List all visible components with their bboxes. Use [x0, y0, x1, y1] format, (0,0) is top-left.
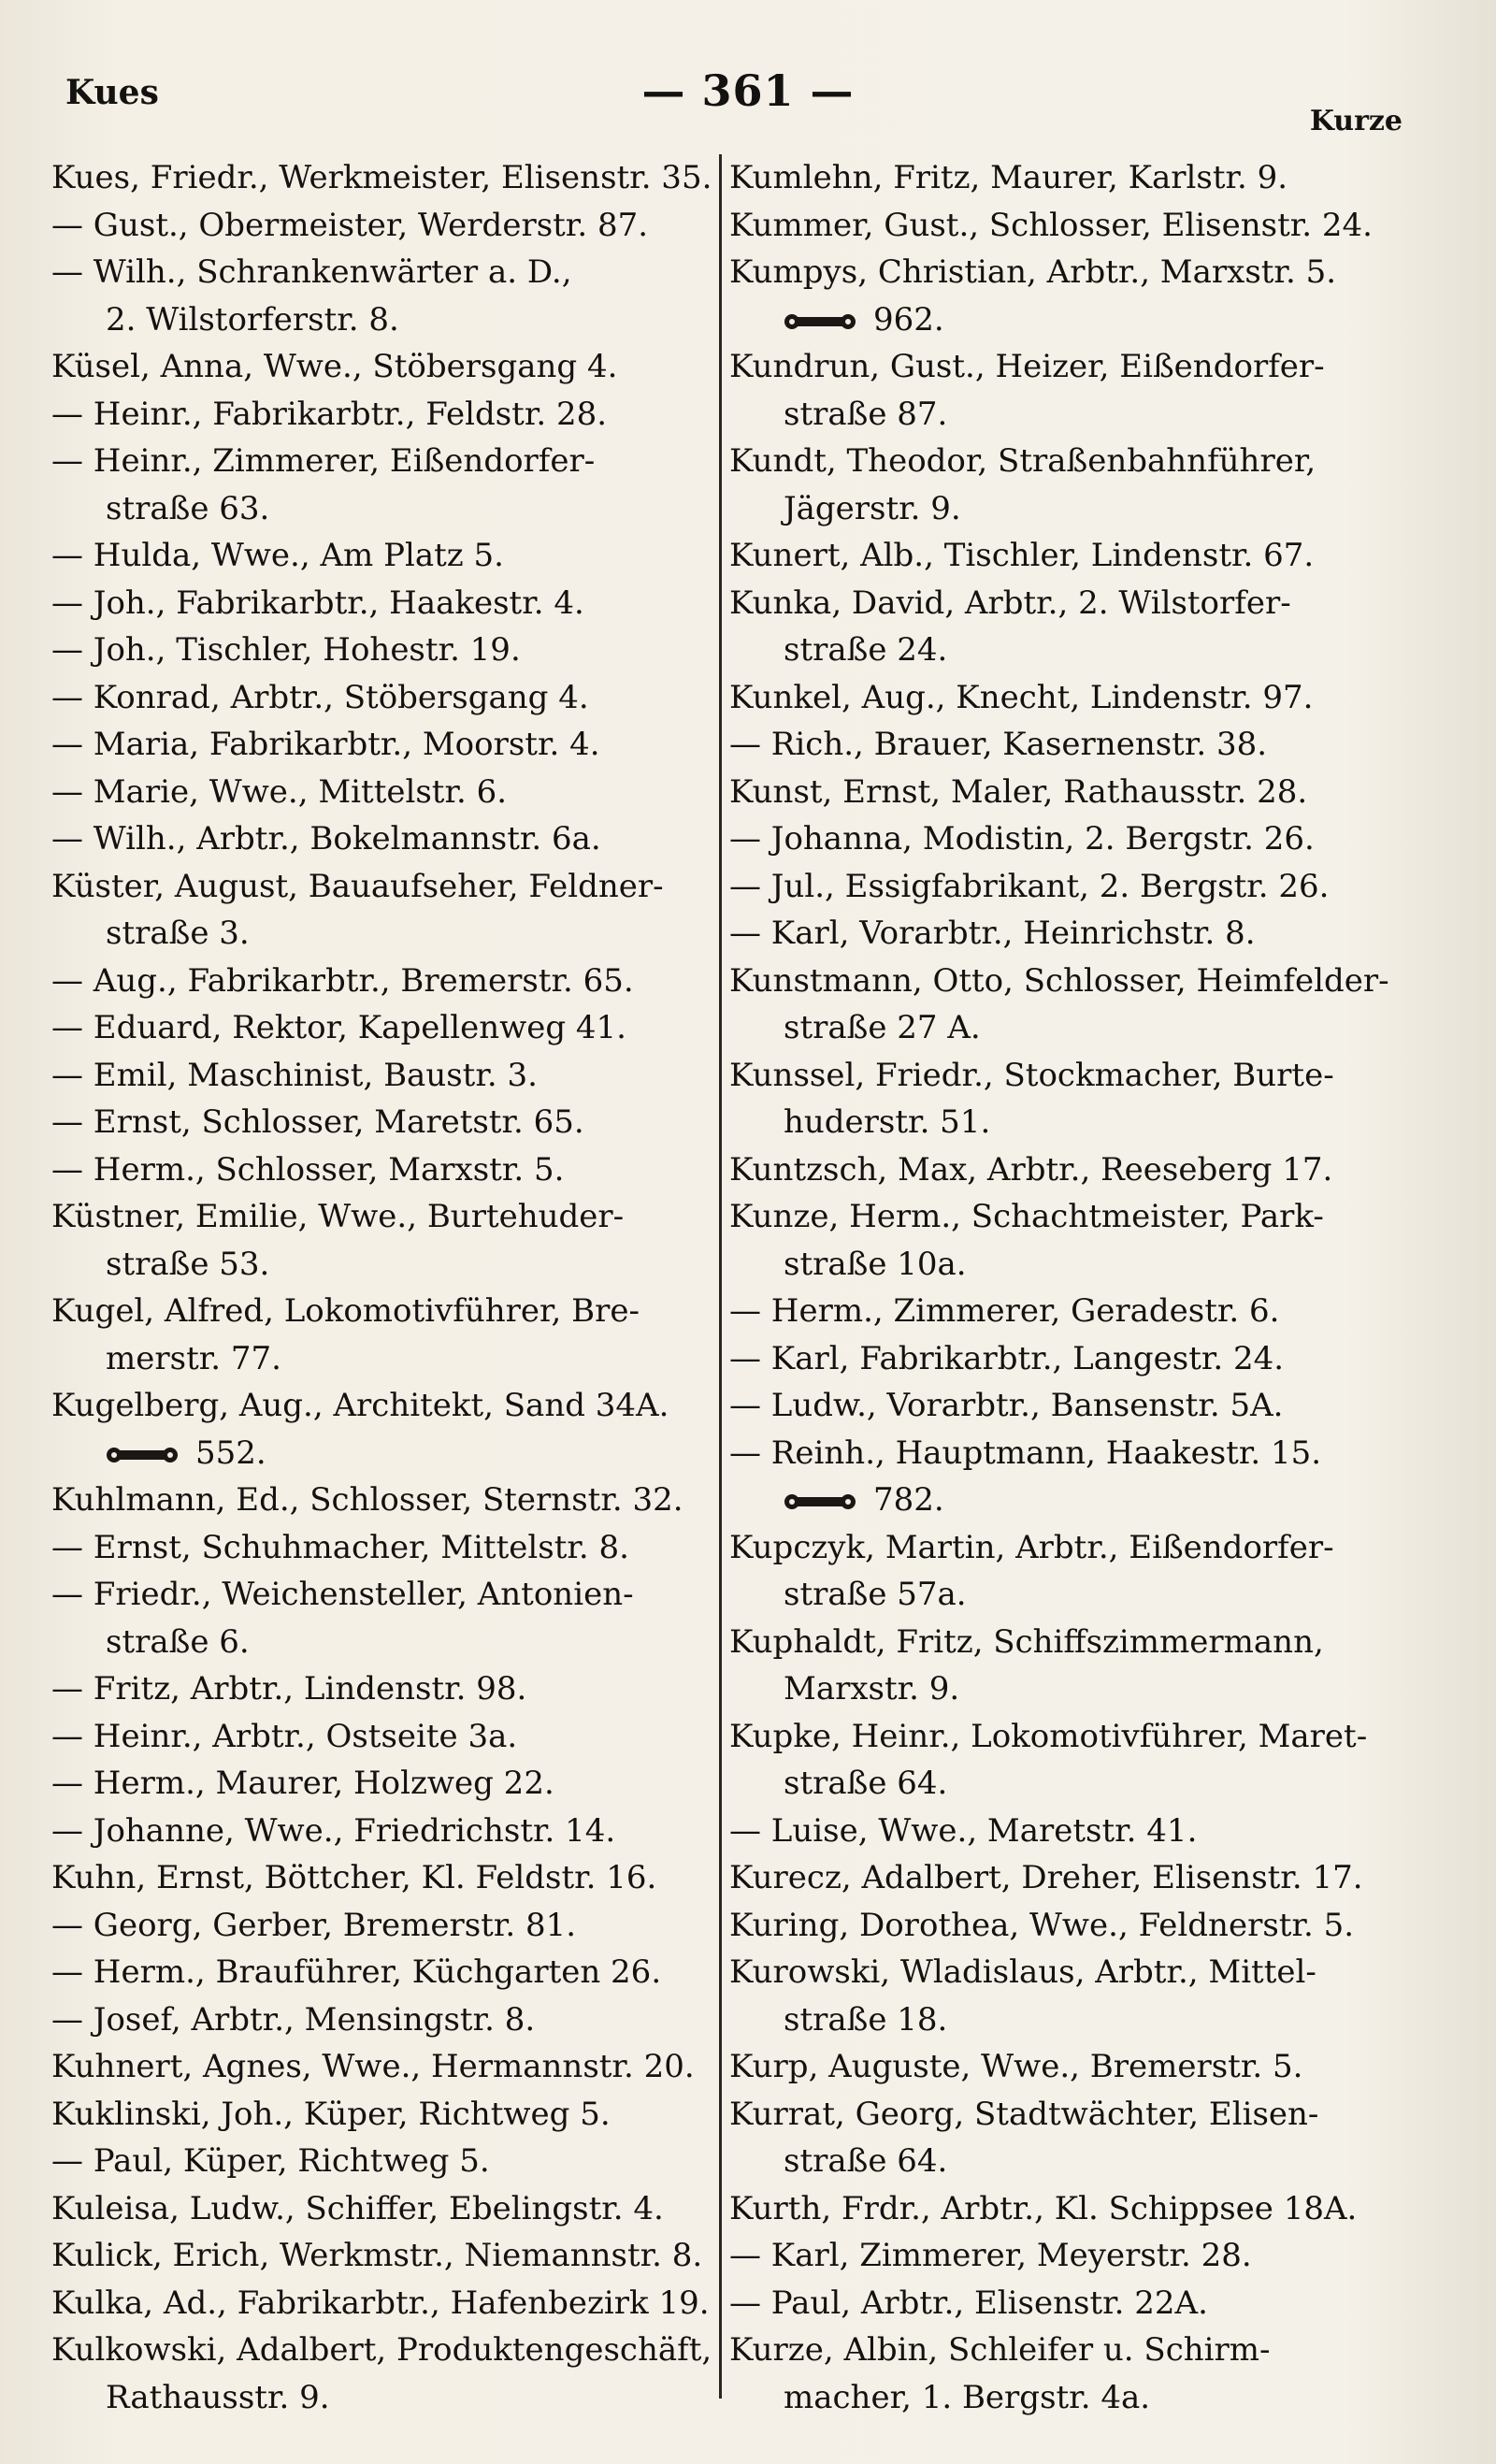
directory-entry	[51, 1193, 729, 1288]
telephone-icon	[784, 1491, 856, 1512]
entry-continuation-line: huderstr. 51.	[784, 1103, 991, 1141]
entry-name-line: Kunssel, Friedr., Stockmacher, Burte-	[729, 1056, 1334, 1094]
entry-name-line: — Heinr., Fabrikarbtr., Feldstr. 28.	[51, 395, 608, 433]
telephone-icon	[784, 311, 856, 332]
directory-entry	[51, 1902, 729, 1950]
directory-entry	[729, 910, 1393, 958]
directory-entry	[51, 1477, 729, 1524]
entry-name-line: Kupczyk, Martin, Arbtr., Eißendorfer-	[729, 1528, 1334, 1566]
entry-name-line: Kundt, Theodor, Straßenbahnführer,	[729, 442, 1316, 480]
entry-name-line: — Paul, Küper, Richtweg 5.	[51, 2142, 490, 2180]
column-divider	[719, 154, 722, 2399]
directory-entry	[729, 1193, 1393, 1288]
directory-entry	[729, 1052, 1393, 1146]
directory-entry	[51, 249, 729, 343]
entry-name-line: Kunze, Herm., Schachtmeister, Park-	[729, 1198, 1324, 1235]
entry-name-line: Kurp, Auguste, Wwe., Bremerstr. 5.	[729, 2048, 1303, 2085]
directory-entry	[729, 2091, 1393, 2185]
directory-entry	[729, 863, 1393, 911]
directory-entry	[51, 815, 729, 863]
entry-name-line: Kugel, Alfred, Lokomotivführer, Bre-	[51, 1292, 640, 1330]
right-column	[729, 154, 1393, 2421]
directory-entry	[51, 1524, 729, 1572]
page-number: — 361 —	[641, 65, 855, 116]
directory-entry	[51, 1571, 729, 1665]
directory-entry	[729, 1854, 1393, 1902]
directory-entry	[729, 1146, 1393, 1194]
directory-entry	[51, 627, 729, 674]
telephone-icon	[106, 1445, 179, 1465]
telephone-number: 782.	[873, 1481, 944, 1519]
directory-entry	[51, 674, 729, 722]
entry-name-line: — Wilh., Arbtr., Bokelmannstr. 6a.	[51, 820, 601, 857]
entry-name-line: — Karl, Fabrikarbtr., Langestr. 24.	[729, 1339, 1285, 1377]
entry-name-line: — Eduard, Rektor, Kapellenweg 41.	[51, 1009, 626, 1046]
directory-entry	[51, 721, 729, 769]
entry-name-line: — Fritz, Arbtr., Lindenstr. 98.	[51, 1670, 527, 1708]
entry-continuation-line: straße 18.	[784, 2000, 948, 2039]
directory-entry	[729, 438, 1393, 532]
entry-continuation-line: straße 64.	[784, 2142, 948, 2180]
entry-continuation-line: 2. Wilstorferstr. 8.	[106, 300, 399, 339]
entry-name-line: Küstner, Emilie, Wwe., Burtehuder-	[51, 1198, 625, 1235]
telephone-number: 552.	[195, 1434, 266, 1472]
entry-name-line: Kuring, Dorothea, Wwe., Feldnerstr. 5.	[729, 1906, 1355, 1944]
entry-name-line: — Ernst, Schlosser, Maretstr. 65.	[51, 1103, 584, 1141]
entry-name-line: — Karl, Vorarbtr., Heinrichstr. 8.	[729, 915, 1256, 952]
directory-entry	[729, 343, 1393, 438]
directory-entry	[51, 1665, 729, 1713]
directory-entry	[51, 391, 729, 439]
directory-entry	[51, 1288, 729, 1382]
directory-entry	[51, 1854, 729, 1902]
entry-name-line: Kuhn, Ernst, Böttcher, Kl. Feldstr. 16.	[51, 1859, 657, 1896]
directory-entry	[729, 2185, 1393, 2233]
directory-entry	[729, 2043, 1393, 2091]
directory-entry	[729, 2327, 1393, 2421]
directory-entry	[51, 343, 729, 391]
entry-continuation-line: straße 3.	[106, 915, 250, 952]
directory-entry	[729, 1288, 1393, 1335]
entry-continuation-line: straße 53.	[106, 1245, 270, 1283]
entry-name-line: — Herm., Zimmerer, Geradestr. 6.	[729, 1292, 1280, 1330]
directory-entry	[51, 1996, 729, 2044]
directory-entry	[51, 863, 729, 958]
directory-entry	[51, 2091, 729, 2139]
entry-name-line: — Luise, Wwe., Maretstr. 41.	[729, 1811, 1198, 1850]
directory-entry	[729, 202, 1393, 250]
entry-name-line: Kurrat, Georg, Stadtwächter, Elisen-	[729, 2095, 1319, 2133]
entry-name-line: Kurecz, Adalbert, Dreher, Elisenstr. 17.	[729, 1859, 1363, 1896]
entry-name-line: Küsel, Anna, Wwe., Stöbersgang 4.	[51, 348, 618, 385]
running-head-left: Kues	[65, 73, 159, 112]
directory-entry	[729, 1335, 1393, 1383]
directory-entry	[51, 1004, 729, 1052]
directory-entry	[729, 1619, 1393, 1713]
directory-entry	[51, 2327, 729, 2421]
entry-name-line: Kunert, Alb., Tischler, Lindenstr. 67.	[729, 537, 1315, 574]
entry-continuation-line: straße 24.	[784, 631, 948, 669]
directory-entry	[51, 1713, 729, 1761]
directory-entry	[51, 769, 729, 816]
entry-name-line: Kuhlmann, Ed., Schlosser, Sternstr. 32.	[51, 1481, 683, 1519]
entry-name-line: — Joh., Fabrikarbtr., Haakestr. 4.	[51, 584, 584, 622]
entry-name-line: — Konrad, Arbtr., Stöbersgang 4.	[51, 678, 589, 716]
entry-name-line: — Hulda, Wwe., Am Platz 5.	[51, 537, 504, 574]
entry-continuation-line: straße 63.	[106, 489, 270, 527]
directory-entry	[51, 2138, 729, 2185]
entry-name-line: — Ludw., Vorarbtr., Bansenstr. 5A.	[729, 1387, 1284, 1424]
directory-entry	[51, 1382, 729, 1477]
entry-continuation-line: straße 64.	[784, 1765, 948, 1802]
entry-name-line: — Heinr., Arbtr., Ostseite 3a.	[51, 1717, 518, 1755]
directory-entry	[51, 2280, 729, 2327]
directory-entry	[729, 580, 1393, 674]
directory-entry	[51, 1146, 729, 1194]
running-head-right: Kurze	[1309, 105, 1402, 137]
entry-name-line: Küster, August, Bauaufseher, Feldner-	[51, 867, 664, 905]
entry-name-line: Kunstmann, Otto, Schlosser, Heimfelder-	[729, 961, 1389, 1000]
entry-name-line: Kundrun, Gust., Heizer, Eißendorfer-	[729, 348, 1325, 385]
entry-name-line: — Gust., Obermeister, Werderstr. 87.	[51, 206, 649, 244]
entry-name-line: Kurze, Albin, Schleifer u. Schirm-	[729, 2331, 1271, 2369]
entry-name-line: — Aug., Fabrikarbtr., Bremerstr. 65.	[51, 961, 634, 1000]
entry-name-line: — Herm., Brauführer, Küchgarten 26.	[51, 1953, 662, 1991]
directory-entry	[729, 769, 1393, 816]
page-header	[0, 56, 1496, 137]
directory-entry	[51, 1949, 729, 1996]
entry-name-line: — Joh., Tischler, Hohestr. 19.	[51, 631, 521, 669]
directory-entry	[51, 2232, 729, 2280]
entry-name-line: — Rich., Brauer, Kasernenstr. 38.	[729, 726, 1268, 763]
entry-name-line: Kuhnert, Agnes, Wwe., Hermannstr. 20.	[51, 2048, 695, 2085]
entry-continuation-line: straße 27 A.	[784, 1009, 981, 1046]
telephone-line	[51, 1430, 729, 1477]
entry-continuation-line: Rathausstr. 9.	[106, 2378, 330, 2416]
telephone-line	[729, 296, 1393, 344]
directory-entry	[729, 2280, 1393, 2327]
directory-entry	[51, 1052, 729, 1100]
entry-name-line: — Maria, Fabrikarbtr., Moorstr. 4.	[51, 726, 600, 763]
directory-entry	[51, 202, 729, 250]
entry-name-line: — Jul., Essigfabrikant, 2. Bergstr. 26.	[729, 867, 1330, 905]
entry-name-line: — Friedr., Weichensteller, Antonien-	[51, 1576, 634, 1613]
entry-name-line: Kurowski, Wladislaus, Arbtr., Mittel-	[729, 1953, 1316, 1991]
directory-entry	[729, 1430, 1393, 1524]
entry-name-line: — Georg, Gerber, Bremerstr. 81.	[51, 1906, 577, 1944]
directory-entry	[51, 958, 729, 1005]
entry-name-line: — Herm., Schlosser, Marxstr. 5.	[51, 1150, 565, 1189]
entry-name-line: — Reinh., Hauptmann, Haakestr. 15.	[729, 1434, 1322, 1472]
entry-name-line: Kuklinski, Joh., Küper, Richtweg 5.	[51, 2095, 611, 2133]
directory-entry	[729, 532, 1393, 580]
directory-entry	[729, 154, 1393, 202]
directory-entry	[729, 1808, 1393, 1855]
entry-name-line: Kues, Friedr., Werkmeister, Elisenstr. 35.	[51, 159, 712, 196]
entry-name-line: Kunst, Ernst, Maler, Rathausstr. 28.	[729, 772, 1308, 811]
entry-name-line: Kumpys, Christian, Arbtr., Marxstr. 5.	[729, 253, 1337, 291]
directory-entry	[51, 1099, 729, 1146]
entry-name-line: — Johanne, Wwe., Friedrichstr. 14.	[51, 1811, 616, 1850]
directory-entry	[51, 580, 729, 627]
entry-continuation-line: straße 10a.	[784, 1245, 967, 1283]
entry-name-line: — Heinr., Zimmerer, Eißendorfer-	[51, 442, 596, 480]
entry-name-line: Kunka, David, Arbtr., 2. Wilstorfer-	[729, 584, 1291, 622]
telephone-number: 962.	[873, 300, 944, 339]
entry-name-line: Kurth, Frdr., Arbtr., Kl. Schippsee 18A.	[729, 2189, 1358, 2227]
entry-continuation-line: straße 87.	[784, 395, 948, 433]
entry-name-line: — Paul, Arbtr., Elisenstr. 22A.	[729, 2284, 1208, 2322]
entry-continuation-line: macher, 1. Bergstr. 4a.	[784, 2378, 1151, 2416]
directory-entry	[51, 532, 729, 580]
left-column	[51, 154, 729, 2421]
entry-name-line: Kulkowski, Adalbert, Produktengeschäft,	[51, 2331, 712, 2369]
directory-entry	[51, 438, 729, 532]
telephone-line	[729, 1477, 1393, 1524]
entry-name-line: — Herm., Maurer, Holzweg 22.	[51, 1765, 554, 1802]
directory-entry	[729, 1382, 1393, 1430]
directory-entry	[51, 2185, 729, 2233]
entry-name-line: Kuphaldt, Fritz, Schiffszimmermann,	[729, 1622, 1324, 1661]
entry-name-line: — Karl, Zimmerer, Meyerstr. 28.	[729, 2237, 1252, 2274]
directory-entry	[729, 249, 1393, 343]
entry-continuation-line: merstr. 77.	[106, 1339, 281, 1377]
entry-continuation-line: straße 6.	[106, 1622, 250, 1661]
directory-entry	[729, 1713, 1393, 1808]
entry-name-line: Kuleisa, Ludw., Schiffer, Ebelingstr. 4.	[51, 2189, 664, 2227]
entry-name-line: Kunkel, Aug., Knecht, Lindenstr. 97.	[729, 678, 1314, 716]
directory-entry	[51, 1808, 729, 1855]
entry-name-line: — Emil, Maschinist, Baustr. 3.	[51, 1056, 538, 1094]
entry-name-line: Kupke, Heinr., Lokomotivführer, Maret-	[729, 1717, 1368, 1755]
entry-continuation-line: Marxstr. 9.	[784, 1670, 960, 1708]
entry-name-line: Kummer, Gust., Schlosser, Elisenstr. 24.	[729, 206, 1373, 244]
directory-entry	[51, 1760, 729, 1808]
directory-entry	[729, 721, 1393, 769]
directory-entry	[729, 2232, 1393, 2280]
entry-continuation-line: straße 57a.	[784, 1576, 967, 1613]
entry-name-line: Kulick, Erich, Werkmstr., Niemannstr. 8.	[51, 2237, 703, 2274]
directory-entry	[729, 1949, 1393, 2043]
directory-entry	[729, 674, 1393, 722]
directory-entry	[729, 1524, 1393, 1619]
directory-entry	[729, 958, 1393, 1052]
entry-name-line: — Johanna, Modistin, 2. Bergstr. 26.	[729, 820, 1315, 857]
entry-name-line: — Marie, Wwe., Mittelstr. 6.	[51, 772, 508, 811]
entry-continuation-line: Jägerstr. 9.	[784, 489, 961, 527]
directory-entry	[729, 1902, 1393, 1950]
entry-name-line: — Ernst, Schuhmacher, Mittelstr. 8.	[51, 1528, 629, 1566]
directory-entry	[51, 154, 729, 202]
directory-entry	[729, 815, 1393, 863]
directory-entry	[51, 2043, 729, 2091]
entry-name-line: — Wilh., Schrankenwärter a. D.,	[51, 253, 572, 291]
entry-name-line: Kuntzsch, Max, Arbtr., Reeseberg 17.	[729, 1150, 1333, 1189]
entry-name-line: Kumlehn, Fritz, Maurer, Karlstr. 9.	[729, 159, 1288, 196]
entry-name-line: Kulka, Ad., Fabrikarbtr., Hafenbezirk 19.	[51, 2284, 710, 2322]
entry-name-line: Kugelberg, Aug., Architekt, Sand 34A.	[51, 1387, 669, 1424]
entry-name-line: — Josef, Arbtr., Mensingstr. 8.	[51, 2000, 536, 2039]
